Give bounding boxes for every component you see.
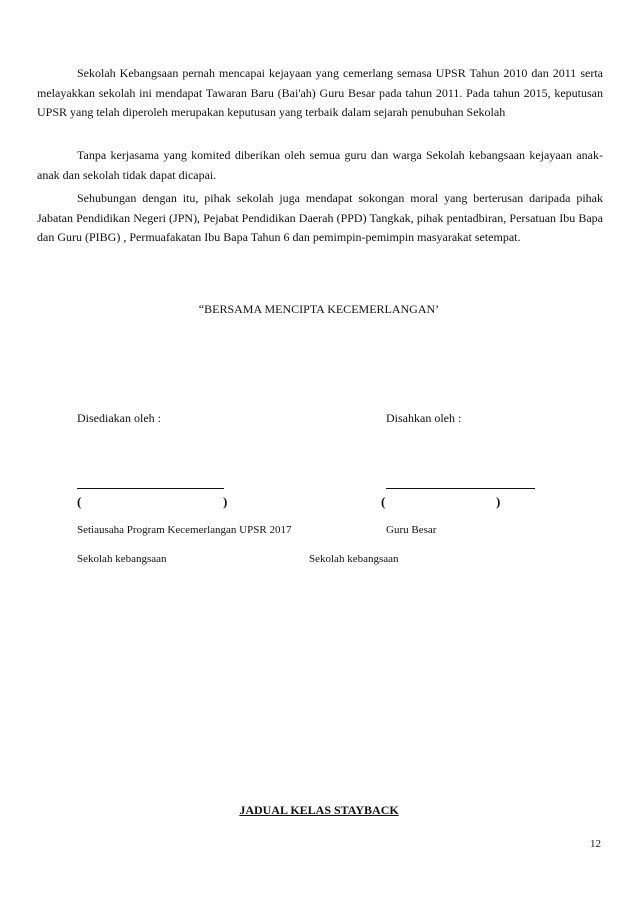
prepared-by-signature-line	[77, 488, 224, 489]
prepared-by-org: Sekolah kebangsaan	[77, 553, 167, 565]
prepared-by-paren-open: (	[77, 494, 82, 509]
page-number: 12	[590, 838, 601, 850]
approved-by-signature-line	[386, 488, 535, 489]
paragraph-cooperation: Tanpa kerjasama yang komited diberikan oleh semua guru dan warga Sekolah kebangsaan kejayaan anak-anak dan sekolah tidak dapat dicapai.	[37, 148, 603, 182]
approved-by-paren-open: (	[381, 494, 386, 509]
prepared-by-label: Disediakan oleh :	[77, 411, 161, 425]
paragraph-achievements: Sekolah Kebangsaan pernah mencapai kejayaan yang cemerlang semasa UPSR Tahun 2010 dan 2011 serta melayakkan sekolah ini mendapat Tawaran Baru (Bai'ah) Guru Besar pada tahun 2011. Pada tahun 2015, keputusan UPSR yang telah diperoleh merupakan keputusan yang terbaik dalam sejarah penubuhan Sekolah	[37, 66, 603, 119]
prepared-by-role: Setiausaha Program Kecemerlangan UPSR 2017	[77, 524, 292, 536]
approved-by-role: Guru Besar	[386, 524, 437, 536]
paragraph-support: Sehubungan dengan itu, pihak sekolah juga mendapat sokongan moral yang berterusan daripada pihak Jabatan Pendidikan Negeri (JPN), Pejabat Pendidikan Daerah (PPD) Tangkak, pihak pentadbiran, Persatuan Ibu Bapa dan Guru (PIBG) , Permuafakatan Ibu Bapa Tahun 6 dan pemimpin-pemimpin masyarakat setempat.	[37, 191, 603, 244]
prepared-by-paren-close: )	[223, 494, 228, 509]
section-heading: JADUAL KELAS STAYBACK	[239, 803, 399, 817]
approved-by-label: Disahkan oleh :	[386, 411, 462, 425]
motto-line: “BERSAMA MENCIPTA KECEMERLANGAN’	[198, 302, 440, 316]
approved-by-org: Sekolah kebangsaan	[309, 553, 399, 565]
approved-by-paren-close: )	[496, 494, 501, 509]
